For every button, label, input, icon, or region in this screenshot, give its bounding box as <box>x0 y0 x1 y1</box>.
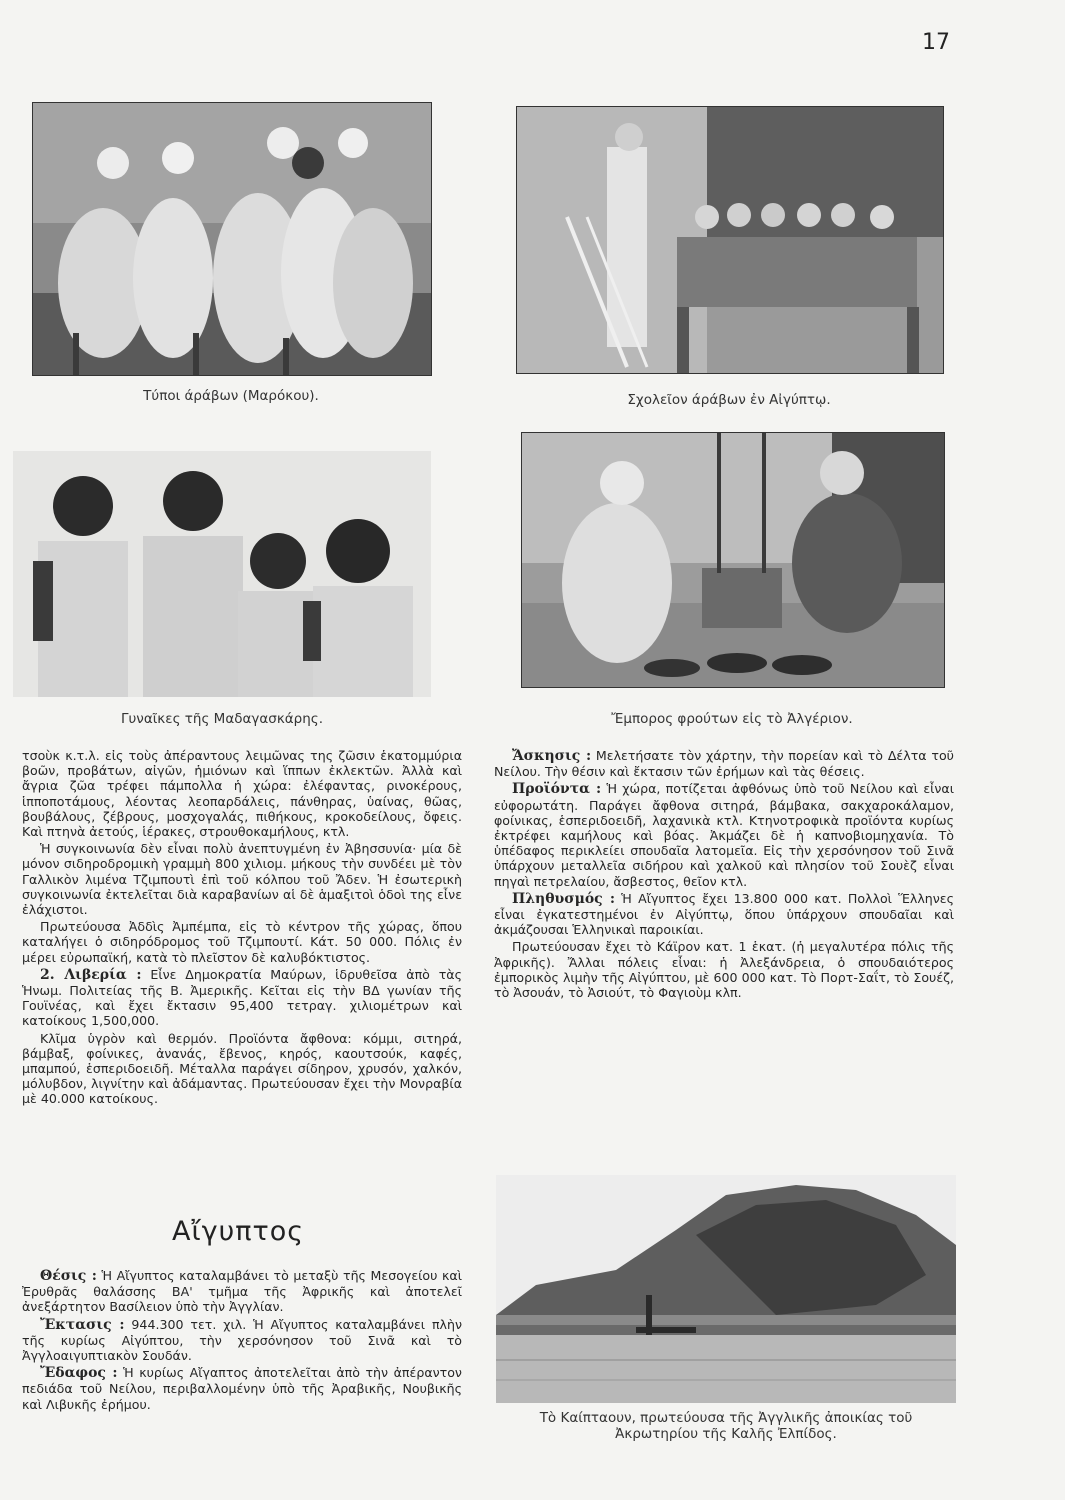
paragraph-liberia: Εἶνε Δημοκρατία Μαύρων, ἱδρυθεῖσα ἀπὸ τὰς Ἡνωμ. Πολιτείας τῆς Β. Ἀμερικῆς. Κεῖται εἰς τὴν ΒΔ γωνίαν τῆς Γουϊνέας, καὶ ἔχει ἔκτασιν 95,400 τετραγ. χιλιομέτρων καὶ κατοίκους 1,500,000. <box>22 966 462 1029</box>
heading-askisis: Ἄσκησις : <box>512 748 592 764</box>
caption-cape-town <box>496 1410 956 1442</box>
paragraph-animals: τσοὺκ κ.τ.λ. εἰς τοὺς ἀπέραντους λειμῶνας της ζῶσιν ἑκατομμύρια βοῶν, προβάτων, αἰγῶν, ἡμιόνων καὶ ἵππων ἐκλεκτῶν. Ἀλλὰ καὶ ἄγρια ζῶα τρέφει πάμπολλα ἡ χώρα: ἐλέφαντας, ρινοκέρους, ἱπποποτάμους, λέοντας λεοπαρδάλεις, πάνθηρας, ὑαίνας, θῶας, βουβάλους, ζέβρους, μοσχογαλάς, πιθήκους, κροκοδείλους, ὄφεις. Καὶ πτηνὰ ἀετούς, ἱέρακες, στρουθοκαμήλους, κτλ. <box>22 748 462 840</box>
photo-fruit-merchant-algeria-image <box>522 433 944 687</box>
heading-ektasis: Ἔκτασις : <box>40 1316 125 1333</box>
left-column-upper <box>22 748 462 1109</box>
caption-fruit-merchant-algeria: Ἔμπορος φρούτων εἰς τὸ Ἀλγέριον. <box>611 711 853 727</box>
photo-cape-town-image <box>496 1175 956 1403</box>
heading-proionta: Προϊόντα : <box>512 781 602 798</box>
paragraph-proionta: Ἡ χώρα, ποτίζεται ἀφθόνως ὑπὸ τοῦ Νείλου καὶ εἶναι εὐφορωτάτη. Παράγει ἄφθονα σιτηρά, βάμβακα, σακχαροκάλαμον, φοίνικας, ἑσπεριδοειδῆ, λαχανικὰ κτλ. Κτηνοτροφικὰ προϊόντα κυρίως ἐκτρέφει καμήλους καὶ βόας. Ἀκμάζει δὲ ἡ καπνοβιομηχανία. Τὸ ὑπέδαφος περικλείει σπουδαῖα λατομεῖα. Εἰς τὴν χερσόνησον τοῦ Σινᾶ ὑπάρχουν μεταλλεῖα σιδήρου καὶ χαλκοῦ καὶ πλησίον τοῦ Σουὲζ εἶναι πηγαὶ πετρελαίου, ἄσβεστος, θεῖον κτλ. <box>494 781 954 889</box>
photo-arab-school-egypt-image <box>517 107 943 373</box>
photo-arabs-morocco-image <box>33 103 431 375</box>
right-column <box>494 748 954 1002</box>
section-title-egypt: Αἴγυπτος <box>172 1216 305 1247</box>
photo-fruit-merchant-algeria <box>521 432 945 688</box>
left-column-lower <box>22 1268 462 1414</box>
caption-cape-town-line1: Τὸ Καίπταουν, πρωτεύουσα τῆς Ἀγγλικῆς ἀποικίας τοῦ <box>539 1410 913 1426</box>
page-number: 17 <box>922 30 950 55</box>
paragraph-ektasis: 944.300 τετ. χιλ. Ἡ Αἴγυπτος καταλαμβάνει πλὴν τῆς κυρίως Αἰγύπτου, τὴν χερσόνησον τοῦ Σινᾶ καὶ τὸ Ἀγγλοαιγυπτιακὸν Σουδάν. <box>22 1316 462 1364</box>
photo-cape-town <box>496 1175 956 1403</box>
caption-women-madagascar: Γυναῖκες τῆς Μαδαγασκάρης. <box>120 711 324 727</box>
paragraph-askisis: Μελετήσατε τὸν χάρτην, τὴν πορείαν καὶ τὸ Δέλτα τοῦ Νείλου. Τὴν θέσιν καὶ ἔκτασιν τῶν ἐρήμων καὶ τὰς θέσεις. <box>494 748 954 780</box>
heading-plithysmos: Πληθυσμός : <box>512 890 616 907</box>
photo-women-madagascar-image <box>13 451 431 697</box>
photo-arabs-morocco <box>32 102 432 376</box>
paragraph-plithysmos: Ἡ Αἴγυπτος ἔχει 13.800 000 κατ. Πολλοὶ Ἕλληνες εἶναι ἐγκατεστημένοι ἐν Αἰγύπτῳ, ὅπου ὑπάρχουν σπουδαῖαι καὶ ἀκμάζουσαι Ἑλληνικαὶ παροικίαι. <box>494 890 954 938</box>
paragraph-edafos: Ἡ κυρίως Αἴγαπτος ἀποτελεῖται ἀπὸ τὴν ἀπέραντον πεδιάδα τοῦ Νείλου, περιβαλλομένην ὑπὸ τῆς Ἀραβικῆς, Νουβικῆς καὶ Λιβυκῆς ἐρήμου. <box>22 1365 462 1412</box>
heading-thesis: Θέσις : <box>40 1268 97 1284</box>
paragraph-liberia-climate: Κλῖμα ὑγρὸν καὶ θερμόν. Προϊόντα ἄφθονα: κόμμι, σιτηρά, βάμβαξ, φοίνικες, ἀνανάς, ἔβενος, κηρός, καουτσούκ, καφές, μπαμπού, ἑσπεριδοειδῆ. Μέταλλα παράγει σίδηρον, χρυσόν, χαλκόν, μόλυβδον, λιγνίτην καὶ ἀδάμαντας. Πρωτεύουσαν ἔχει τὴν Μονραβία μὲ 40.000 κατοίκους. <box>22 1030 462 1107</box>
heading-liberia: 2. Λιβερία : <box>40 966 142 983</box>
caption-arab-school-egypt: Σχολεῖον άράβων ἐν Αἰγύπτῳ. <box>627 392 831 408</box>
caption-cape-town-line2: Ἀκρωτηρίου τῆς Καλῆς Ἐλπίδος. <box>615 1426 837 1442</box>
paragraph-cities: Πρωτεύουσαν ἔχει τὸ Κάϊρον κατ. 1 ἑκατ. (ἡ μεγαλυτέρα πόλις τῆς Ἀφρικῆς). Ἄλλαι πόλεις εἶναι: ἡ Ἀλεξάνδρεια, ὁ σπουδαιότερος ἐμπορικὸς λιμὴν τῆς Αἰγύπτου, μὲ 600 000 κατ. Τὸ Πορτ-Σαΐτ, τὸ Σουέζ, τὸ Ἀσουάν, τὸ Ἀσιούτ, τὸ Φαγιοὺμ κλπ. <box>494 939 954 1001</box>
paragraph-thesis: Ἡ Αἴγυπτος καταλαμβάνει τὸ μεταξὺ τῆς Μεσογείου καὶ Ἐρυθρᾶς θαλάσσης ΒΑ' τμῆμα τῆς Ἀφρικῆς καὶ ἀποτελεῖ ἀνεξάρτητον Βασίλειον ὑπὸ τὴν Ἀγγλίαν. <box>22 1268 462 1315</box>
caption-arabs-morocco: Τύποι άράβων (Μαρόκου). <box>143 388 319 404</box>
photo-arab-school-egypt <box>516 106 944 374</box>
paragraph-communication: Ἡ συγκοινωνία δὲν εἶναι πολὺ ἀνεπτυγμένη ἐν Ἀβησσυνία· μία δὲ μόνον σιδηροδρομικὴ γραμμὴ 800 χιλιομ. μήκους τὴν συνδέει μὲ τὸν Γαλλικὸν λιμένα Τζιμπουτὶ ἐπὶ τοῦ κόλπου τοῦ Ἄδεν. Ἡ ἐσωτερικὴ συγκοινωνία ἐκτελεῖται διὰ καραβανίων αἱ δὲ ἁμαξιτοὶ ὁδοὶ της εἶνε ἐλάχιστοι. <box>22 841 462 918</box>
photo-women-madagascar <box>13 451 431 697</box>
paragraph-capital-addis: Πρωτεύουσα Ἀδδὶς Ἀμπέμπα, εἰς τὸ κέντρον τῆς χώρας, ὅπου καταλήγει ὁ σιδηρόδρομος τοῦ Τζιμπουτί. Κάτ. 50 000. Πόλις ἐν μέρει εὐρωπαϊκή, κατὰ τὸ πλεῖστον δὲ καλυβόκτιστος. <box>22 919 462 965</box>
heading-edafos: Ἔδαφος : <box>40 1365 118 1382</box>
